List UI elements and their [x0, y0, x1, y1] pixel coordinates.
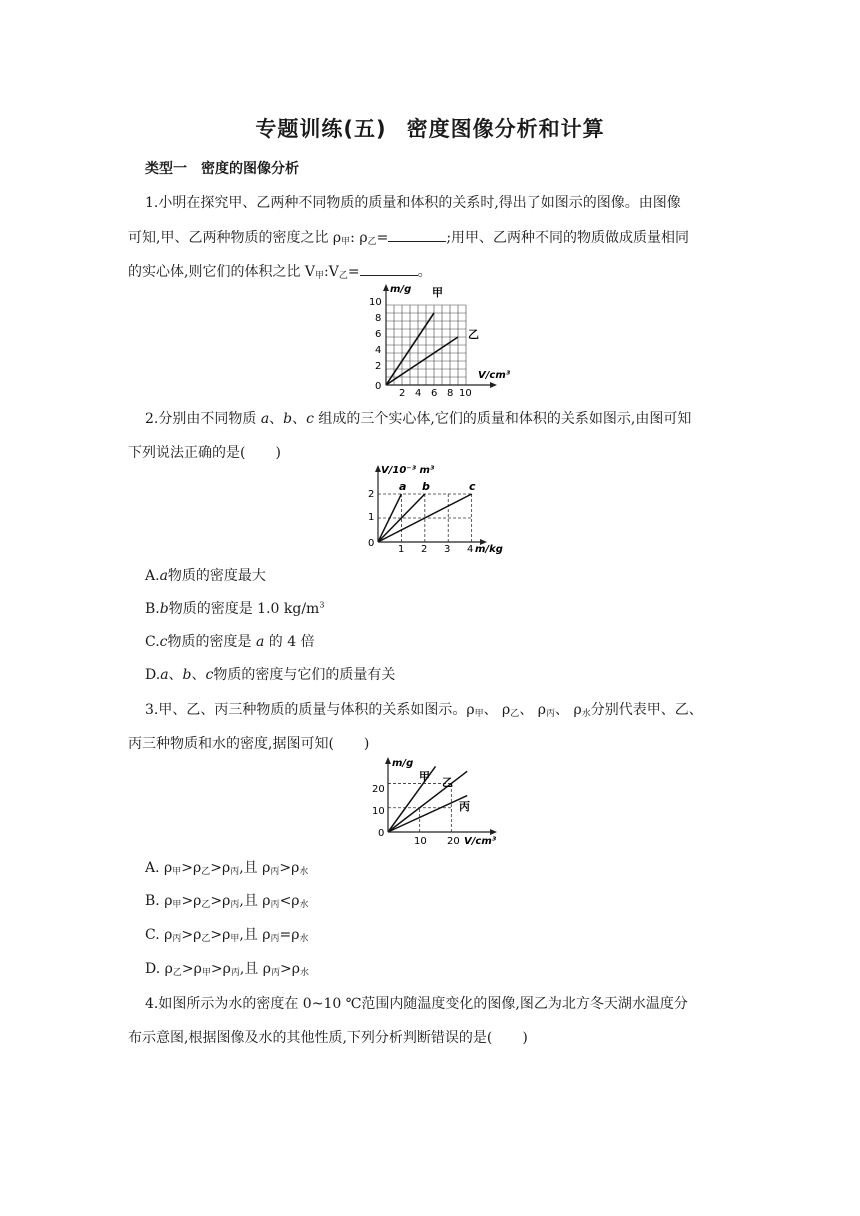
q1-line-1: 1.小明在探究甲、乙两种不同物质的质量和体积的关系时,得出了如图示的图像。由图像: [145, 195, 681, 211]
fig2-xtick: 2: [421, 544, 428, 555]
fig1-series-label-jia: 甲: [432, 286, 443, 299]
fig1-mass-volume-chart: [360, 280, 510, 400]
fig3-mass-volume-chart: [364, 752, 514, 852]
fig3-xtick: 10: [414, 836, 427, 847]
fig1-ylabel: m/g: [390, 284, 412, 295]
q3-option-d[interactable]: D. $\rho_乙>\rho_甲>\rho_丙$,且 $\rho_丙>\rho_水$: [145, 961, 309, 978]
q4-line-2: 布示意图,根据图像及水的其他性质,下列分析判断错误的是( ): [128, 1030, 528, 1046]
fig3-x-arrow: [490, 829, 497, 835]
fig2-xtick: 4: [467, 544, 474, 555]
q4-line-1: 4.如图所示为水的密度在 0~10 ℃范围内随温度变化的图像,图乙为北方冬天湖水温度分: [145, 996, 688, 1012]
fig2-series-label-b: b: [422, 480, 430, 493]
section-heading: [145, 158, 299, 178]
fig1-x-arrow: [490, 382, 497, 388]
fig1-ytick: 8: [375, 313, 382, 324]
q1-volume-ratio-blank[interactable]: [360, 263, 418, 276]
fig2-series-label-c: c: [469, 480, 476, 493]
q1-line-3: 的实心体,则它们的体积之比 $V_甲:V_乙=$ 。: [128, 264, 432, 281]
fig1-xlabel: V/cm³: [478, 370, 510, 381]
q3-line-2: 丙三种物质和水的密度,据图可知( ): [128, 736, 370, 752]
section-type: 类型一: [145, 161, 187, 177]
fig1-grid: [386, 305, 466, 385]
fig3-origin: 0: [378, 828, 385, 839]
q2-option-b[interactable]: B.b物质的密度是 1.0 $kg/m^3$: [145, 600, 325, 617]
fig2-volume-mass-chart: [364, 460, 514, 555]
q3-option-c[interactable]: C. $\rho_丙>\rho_乙>\rho_甲$,且 $\rho_丙=\rho_水$: [145, 927, 309, 944]
fig3-ytick: 10: [372, 806, 385, 817]
q2-option-d[interactable]: D.a、b、c物质的密度与它们的质量有关: [145, 667, 396, 683]
title-part-1: 专题训练(五): [255, 117, 387, 141]
q1-density-ratio-blank[interactable]: [388, 229, 446, 242]
fig3-ytick: 20: [372, 784, 385, 795]
fig1-xtick: 10: [459, 388, 472, 399]
fig2-ytick: 1: [368, 512, 375, 523]
fig1-ytick: 6: [375, 329, 382, 340]
fig3-xtick: 20: [447, 836, 460, 847]
fig3-ylabel: m/g: [392, 758, 414, 769]
fig3-y-arrow: [385, 757, 391, 764]
page-title: [0, 113, 860, 143]
fig3-xlabel: V/cm³: [464, 836, 497, 847]
fig2-xtick: 1: [398, 544, 405, 555]
q2-line-2: 下列说法正确的是( ): [128, 445, 281, 461]
fig2-series-line: [378, 494, 401, 542]
section-name: 密度的图像分析: [201, 161, 299, 177]
fig2-ytick: 2: [368, 489, 375, 500]
q2-option-a[interactable]: A.a物质的密度最大: [145, 568, 266, 584]
fig2-ylabel: V/10⁻³ m³: [381, 465, 435, 476]
fig1-origin: 0: [375, 381, 382, 392]
fig1-ytick: 4: [375, 345, 382, 356]
fig1-series: [386, 313, 458, 385]
q2-line-1: 2.分别由不同物质 a、b、c 组成的三个实心体,它们的质量和体积的关系如图示,由图可知: [145, 411, 692, 427]
fig2-xtick: 3: [444, 544, 451, 555]
q1-line-2: 可知,甲、乙两种物质的密度之比 $\rho_甲$: $\rho_乙=$ ;用甲、乙两种不同的物质做成质量相同: [128, 230, 690, 247]
fig1-xtick: 8: [447, 388, 454, 399]
fig2-xlabel: m/kg: [475, 544, 503, 555]
fig1-y-arrow: [383, 284, 389, 291]
title-part-2: 密度图像分析和计算: [406, 117, 605, 141]
fig1-ytick: 2: [375, 361, 382, 372]
fig3-series-label-yi: 乙: [442, 776, 453, 789]
fig2-series-label-a: a: [399, 480, 407, 493]
fig1-ytick: 10: [369, 297, 382, 308]
fig3-series-label-bing: 丙: [459, 800, 470, 813]
fig1-xtick: 4: [415, 388, 422, 399]
q3-option-a[interactable]: A. $\rho_甲>\rho_乙>\rho_丙$,且 $\rho_丙>\rho_水$: [145, 860, 309, 877]
fig2-origin: 0: [368, 538, 375, 549]
fig1-xtick: 2: [399, 388, 406, 399]
q2-option-c[interactable]: C.c物质的密度是 a 的 4 倍: [145, 634, 315, 650]
q3-line-1: 3.甲、乙、丙三种物质的质量与体积的关系如图示。$\rho_甲$、 $\rho_乙$、 $\rho_丙$、 $\rho_水$分别代表甲、乙、: [145, 702, 703, 719]
q3-option-b[interactable]: B. $\rho_甲>\rho_乙>\rho_丙$,且 $\rho_丙<\rho_水$: [145, 893, 309, 910]
fig3-series-label-jia: 甲: [419, 770, 430, 783]
fig1-series-label-yi: 乙: [468, 328, 479, 341]
fig1-xtick: 6: [431, 388, 438, 399]
